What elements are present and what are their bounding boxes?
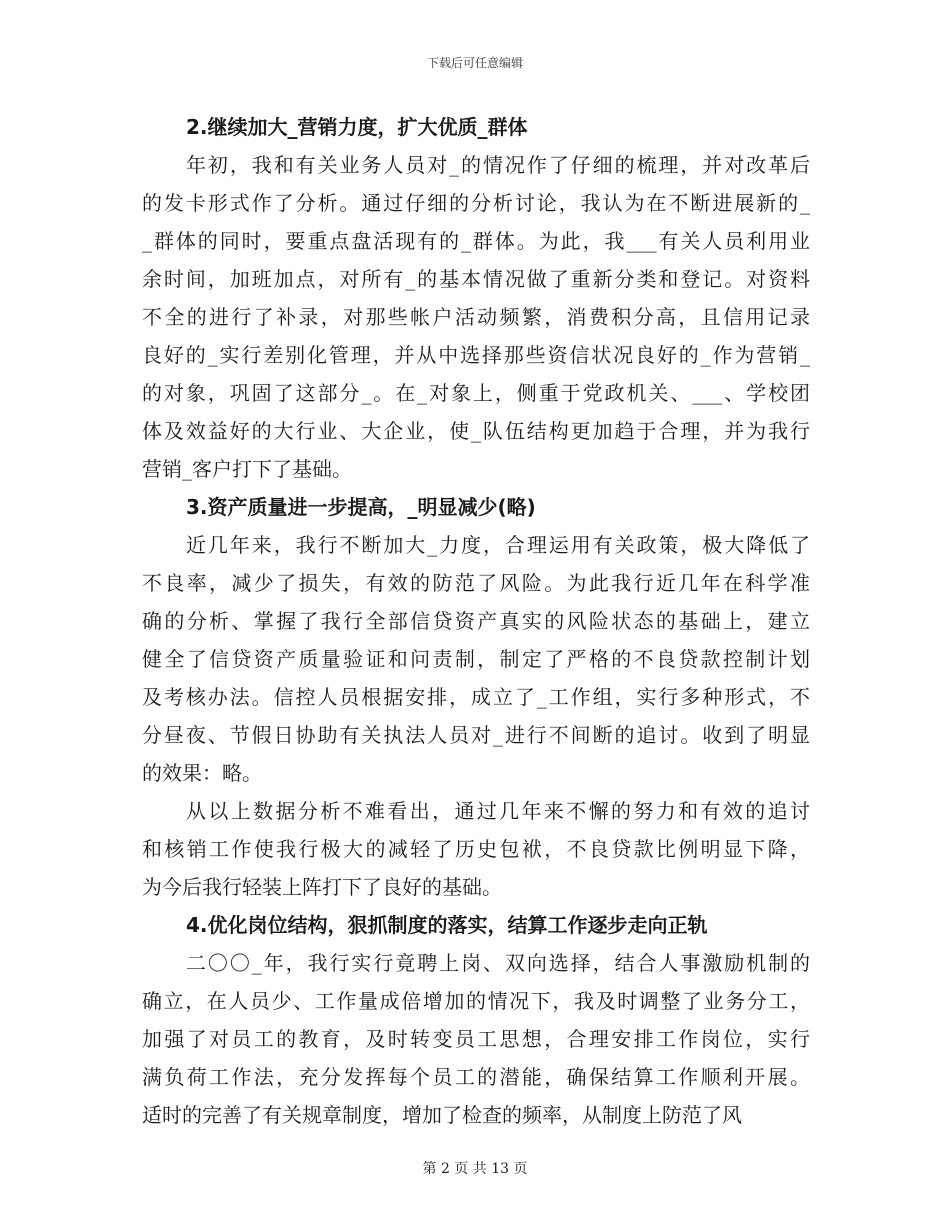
section-heading: 3.资产质量进一步提高，_明显减少(略) (186, 495, 536, 519)
text-line: 适时的完善了有关规章制度，增加了检查的频率，从制度上防范了风 (142, 1103, 742, 1127)
text-line: 的对象，巩固了这部分_。在_对象上，侧重于党政机关、___、学校团 (142, 381, 810, 405)
text-line: 健全了信贷资产质量验证和问责制，制定了严格的不良贷款控制计划 (142, 647, 810, 671)
page-number: 第 2 页 共 13 页 (422, 1161, 528, 1177)
paragraph (142, 792, 810, 906)
text-line: 近几年来，我行不断加大_力度，合理运用有关政策，极大降低了 (186, 533, 810, 557)
text-line: _群体的同时，要重点盘活现有的_群体。为此，我___有关人员利用业 (142, 229, 810, 253)
section-heading: 2.继续加大_营销力度，扩大优质_群体 (186, 115, 528, 139)
document-body (142, 108, 810, 1134)
text-line: 分昼夜、节假日协助有关执法人员对_进行不间断的追讨。收到了明显 (142, 723, 810, 747)
text-line: 确立，在人员少、工作量成倍增加的情况下，我及时调整了业务分工， (142, 989, 810, 1013)
text-line: 和核销工作使我行极大的减轻了历史包袱，不良贷款比例明显下降， (142, 837, 810, 861)
text-line: 余时间，加班加点，对所有_的基本情况做了重新分类和登记。对资料 (142, 267, 810, 291)
text-line: 加强了对员工的教育，及时转变员工思想，合理安排工作岗位，实行 (142, 1027, 810, 1051)
paragraph (142, 146, 810, 488)
text-line: 及考核办法。信控人员根据安排，成立了_工作组，实行多种形式，不 (142, 685, 810, 709)
paragraph (142, 944, 810, 1134)
text-line: 体及效益好的大行业、大企业，使_队伍结构更加趋于合理，并为我行 (142, 419, 810, 443)
text-line: 的效果：略。 (142, 761, 262, 785)
text-line: 不全的进行了补录，对那些帐户活动频繁，消费积分高，且信用记录 (142, 305, 810, 329)
text-line: 营销_客户打下了基础。 (142, 457, 352, 481)
text-line: 年初，我和有关业务人员对_的情况作了仔细的梳理，并对改革后 (186, 153, 810, 177)
text-line: 二〇〇_年，我行实行竟聘上岗、双向选择，结合人事激励机制的 (186, 951, 810, 975)
page-header: 下载后可任意编辑 (426, 56, 523, 70)
text-line: 从以上数据分析不难看出，通过几年来不懈的努力和有效的追讨 (186, 799, 810, 823)
text-line: 确的分析、掌握了我行全部信贷资产真实的风险状态的基础上，建立 (142, 609, 810, 633)
text-line: 良好的_实行差别化管理，并从中选择那些资信状况良好的_作为营销_ (142, 343, 810, 367)
section-heading: 4.优化岗位结构，狠抓制度的落实，结算工作逐步走向正轨 (186, 913, 708, 937)
text-line: 的发卡形式作了分析。通过仔细的分析讨论，我认为在不断进展新的_ (142, 191, 810, 215)
text-line: 为今后我行轻装上阵打下了良好的基础。 (142, 875, 502, 899)
paragraph (142, 526, 810, 792)
text-line: 满负荷工作法，充分发挥每个员工的潜能，确保结算工作顺利开展。 (142, 1065, 810, 1089)
text-line: 不良率，减少了损失，有效的防范了风险。为此我行近几年在科学准 (142, 571, 810, 595)
